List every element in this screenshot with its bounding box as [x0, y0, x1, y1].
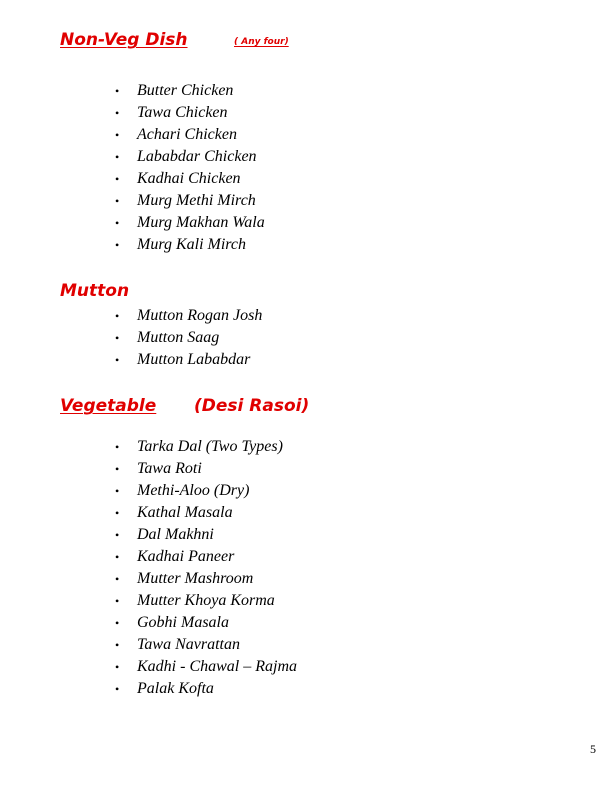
- bullet-icon: •: [115, 128, 120, 142]
- list-item-label: Murg Makhan Wala: [137, 214, 265, 231]
- list-item-label: Kathal Masala: [137, 504, 233, 521]
- list-item: [115, 327, 262, 349]
- bullet-icon: •: [115, 506, 120, 520]
- list-item: [115, 436, 297, 458]
- bullet-icon: •: [115, 594, 120, 608]
- bullet-icon: •: [115, 194, 120, 208]
- list-item: [115, 590, 297, 612]
- bullet-icon: •: [115, 462, 120, 476]
- list-item-label: Butter Chicken: [137, 82, 234, 99]
- bullet-icon: •: [115, 616, 120, 630]
- list-item-label: Achari Chicken: [137, 126, 237, 143]
- page-number: 5: [590, 742, 596, 756]
- section-heading-mutton: Mutton: [60, 281, 130, 301]
- list-item: [115, 234, 265, 256]
- list-item: [115, 678, 297, 700]
- list-item: [115, 524, 297, 546]
- list-item: [115, 146, 265, 168]
- bullet-icon: •: [115, 172, 120, 186]
- section-heading-nonveg: Non-Veg Dish: [60, 30, 188, 50]
- bullet-icon: •: [115, 550, 120, 564]
- bullet-icon: •: [115, 106, 120, 120]
- vegetable-dish-list: [115, 436, 297, 700]
- bullet-icon: •: [115, 84, 120, 98]
- list-item: [115, 168, 265, 190]
- bullet-icon: •: [115, 238, 120, 252]
- bullet-icon: •: [115, 216, 120, 230]
- bullet-icon: •: [115, 528, 120, 542]
- list-item-label: Kadhai Chicken: [137, 170, 241, 187]
- list-item-label: Mutter Khoya Korma: [137, 592, 275, 609]
- section-heading-vegetable: Vegetable: [60, 396, 157, 416]
- bullet-icon: •: [115, 440, 120, 454]
- section-note-vegetable: (Desi Rasoi): [194, 396, 310, 416]
- list-item-label: Tawa Navrattan: [137, 636, 240, 653]
- list-item-label: Kadhi - Chawal – Rajma: [137, 658, 298, 675]
- bullet-icon: •: [115, 150, 120, 164]
- list-item-label: Palak Kofta: [137, 680, 214, 697]
- list-item: [115, 634, 297, 656]
- list-item: [115, 546, 297, 568]
- list-item-label: Gobhi Masala: [137, 614, 229, 631]
- list-item-label: Lababdar Chicken: [137, 148, 257, 165]
- bullet-icon: •: [115, 660, 120, 674]
- list-item-label: Tawa Chicken: [137, 104, 228, 121]
- nonveg-dish-list: [115, 80, 265, 256]
- bullet-icon: •: [115, 682, 120, 696]
- bullet-icon: •: [115, 353, 120, 367]
- list-item-label: Murg Methi Mirch: [137, 192, 256, 209]
- list-item: [115, 612, 297, 634]
- list-item-label: Kadhai Paneer: [137, 548, 235, 565]
- list-item-label: Mutton Saag: [137, 329, 220, 346]
- bullet-icon: •: [115, 331, 120, 345]
- list-item: [115, 124, 265, 146]
- mutton-dish-list: [115, 305, 262, 371]
- bullet-icon: •: [115, 484, 120, 498]
- list-item-label: Mutton Lababdar: [137, 351, 251, 368]
- list-item-label: Tarka Dal (Two Types): [137, 438, 283, 455]
- bullet-icon: •: [115, 572, 120, 586]
- bullet-icon: •: [115, 309, 120, 323]
- list-item: [115, 502, 297, 524]
- list-item: [115, 568, 297, 590]
- list-item: [115, 102, 265, 124]
- list-item-label: Mutter Mashroom: [137, 570, 254, 587]
- list-item: [115, 656, 297, 678]
- list-item-label: Murg Kali Mirch: [137, 236, 247, 253]
- list-item: [115, 80, 265, 102]
- list-item: [115, 305, 262, 327]
- list-item: [115, 458, 297, 480]
- list-item: [115, 480, 297, 502]
- list-item: [115, 212, 265, 234]
- list-item-label: Tawa Roti: [137, 460, 202, 477]
- list-item-label: Mutton Rogan Josh: [137, 307, 263, 324]
- bullet-icon: •: [115, 638, 120, 652]
- list-item-label: Dal Makhni: [137, 526, 214, 543]
- list-item: [115, 349, 262, 371]
- section-note-nonveg: ( Any four): [234, 37, 289, 47]
- list-item: [115, 190, 265, 212]
- list-item-label: Methi-Aloo (Dry): [137, 482, 250, 499]
